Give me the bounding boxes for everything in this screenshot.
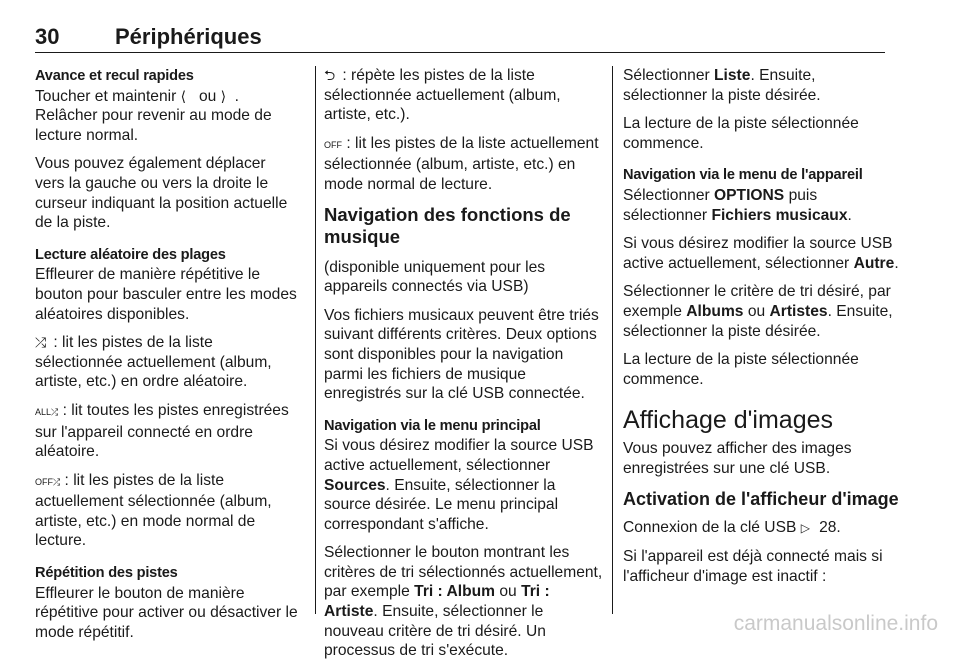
- text: . Ensuite, sélectionner le nouveau critère de tri désiré. Un processus de tri s'exécute.: [324, 603, 546, 660]
- text: Sélectionner: [623, 67, 710, 84]
- shuffle-off-item: [35, 471, 299, 551]
- column-left: [35, 66, 299, 641]
- label-options: OPTIONS: [714, 186, 785, 204]
- paragraph-sort-criteria: [623, 282, 899, 341]
- paragraph-move-cursor: Vous pouvez également déplacer vers la gauche ou vers la droite le curseur indiquant la position actuelle de la piste.: [35, 155, 288, 232]
- text: : lit les pistes de la liste actuellement sélectionnée (album, artiste, etc.) en mode normal de lecture.: [35, 471, 272, 550]
- shuffle-off-icon: OFF⤮: [35, 476, 61, 487]
- text: Sélectionner: [623, 186, 710, 204]
- chevron-left-icon: ⟨: [180, 87, 187, 104]
- repeat-off-item: [324, 134, 604, 195]
- text: : lit les pistes de la liste sélectionnée actuellement (album, artiste, etc.) en ordre aléatoire.: [35, 334, 272, 391]
- shuffle-icon: ⤮: [35, 334, 47, 351]
- page-number: 30: [35, 24, 60, 49]
- label-artists: Artistes: [769, 302, 828, 320]
- paragraph-playback-starts-2: La lecture de la piste sélectionnée commence.: [623, 351, 859, 388]
- heading-image-display: Affichage d'images: [623, 406, 833, 435]
- text: ou: [499, 583, 517, 601]
- section-device-menu: [623, 165, 899, 225]
- text: Effleurer le bouton de manière répétitive pour activer ou désactiver le mode répétitif.: [35, 584, 298, 641]
- section-main-menu: [324, 416, 604, 535]
- text: ou: [747, 302, 766, 320]
- text: : répète les pistes de la liste sélectionnée actuellement (album, artiste, etc.).: [324, 67, 561, 124]
- label-albums: Albums: [686, 302, 744, 320]
- text: Toucher et maintenir: [35, 87, 177, 105]
- text: Effleurer de manière répétitive le bouton pour basculer entre les modes aléatoires disponibles.: [35, 266, 297, 323]
- column-middle: [315, 66, 604, 660]
- heading-shuffle: Lecture aléatoire des plages: [35, 246, 226, 263]
- repeat-on-item: [324, 66, 604, 125]
- text: 28.: [819, 518, 841, 536]
- text: . Ensuite, sélectionner la source désirée. Le menu principal correspondant s'affiche.: [324, 476, 559, 533]
- text: . Ensuite, sélectionner la piste désirée.: [623, 67, 821, 104]
- paragraph-select-list: [623, 66, 899, 105]
- label-sources: Sources: [324, 476, 386, 494]
- watermark: carmanualsonline.info: [733, 612, 938, 635]
- label-other: Autre: [853, 254, 895, 272]
- page-title: Périphériques: [115, 24, 262, 49]
- paragraph-viewer-inactive: Si l'appareil est déjà connecté mais si l'afficheur d'image est inactif :: [623, 548, 883, 585]
- heading-fast-forward: Avance et recul rapides: [35, 68, 194, 84]
- text: Sélectionner le bouton montrant les critères de tri sélectionnés actuellement, par exemple: [324, 544, 603, 601]
- text: Si vous désirez modifier la source USB active actuellement, sélectionner: [324, 437, 594, 474]
- text: .: [847, 206, 852, 224]
- repeat-off-icon: OFF: [324, 139, 342, 150]
- text: ou: [198, 87, 217, 105]
- paragraph-usb-connection: [623, 518, 899, 539]
- paragraph-usb-only: (disponible uniquement pour les appareils connectés via USB): [324, 258, 546, 296]
- label-music-files: Fichiers musicaux: [711, 206, 848, 224]
- paragraph-music-files: Vos fichiers musicaux peuvent être triés suivant différents critères. Deux options sont disponibles pour la navigation parmi les fichiers de musique enregistrés sur la clé USB connectée.: [324, 306, 599, 403]
- chevron-right-icon: ⟩: [220, 87, 227, 104]
- text: : lit les pistes de la liste actuellement sélectionnée (album, artiste, etc.) en mode normal de lecture.: [324, 134, 599, 193]
- section-shuffle: [35, 245, 299, 324]
- shuffle-all-item: [35, 401, 299, 462]
- heading-activate-viewer: Activation de l'afficheur d'image: [623, 488, 899, 509]
- paragraph-playback-starts: La lecture de la piste sélectionnée commence.: [623, 115, 859, 152]
- shuffle-on-item: [35, 333, 299, 392]
- text: . Ensuite, sélectionner la piste désirée.: [623, 302, 893, 340]
- label-list: Liste: [714, 67, 751, 84]
- heading-device-menu: Navigation via le menu de l'appareil: [623, 167, 863, 184]
- text: Connexion de la clé USB: [623, 518, 797, 536]
- text: Sélectionner le critère de tri désiré, par exemple: [623, 283, 891, 320]
- paragraph-display-images: Vous pouvez afficher des images enregistrées sur une clé USB.: [623, 440, 852, 477]
- column-right: [612, 66, 899, 614]
- section-repeat: [35, 563, 299, 642]
- repeat-icon: ⮌: [324, 67, 336, 83]
- paragraph-sort: [324, 543, 604, 661]
- paragraph-other-source: [623, 234, 899, 273]
- label-sort-artist: Tri : Artiste: [324, 583, 550, 621]
- heading-repeat: Répétition des pistes: [35, 565, 178, 582]
- section-fast-forward: [35, 66, 299, 145]
- shuffle-all-icon: ALL⤮: [35, 406, 59, 417]
- label-sort-album: Tri : Album: [414, 583, 496, 601]
- text: .: [894, 254, 899, 272]
- text: : lit toutes les pistes enregistrées sur l'appareil connecté en ordre aléatoire.: [35, 401, 289, 461]
- page-header: [35, 24, 885, 53]
- heading-music-navigation: Navigation des fonctions de musique: [324, 203, 571, 247]
- text: puis sélectionner: [623, 186, 818, 224]
- heading-main-menu: Navigation via le menu principal: [324, 417, 541, 434]
- text: Si vous désirez modifier la source USB active actuellement, sélectionner: [623, 235, 893, 272]
- page-reference-icon: ▷: [800, 520, 810, 535]
- text: . Relâcher pour revenir au mode de lecture normal.: [35, 87, 272, 144]
